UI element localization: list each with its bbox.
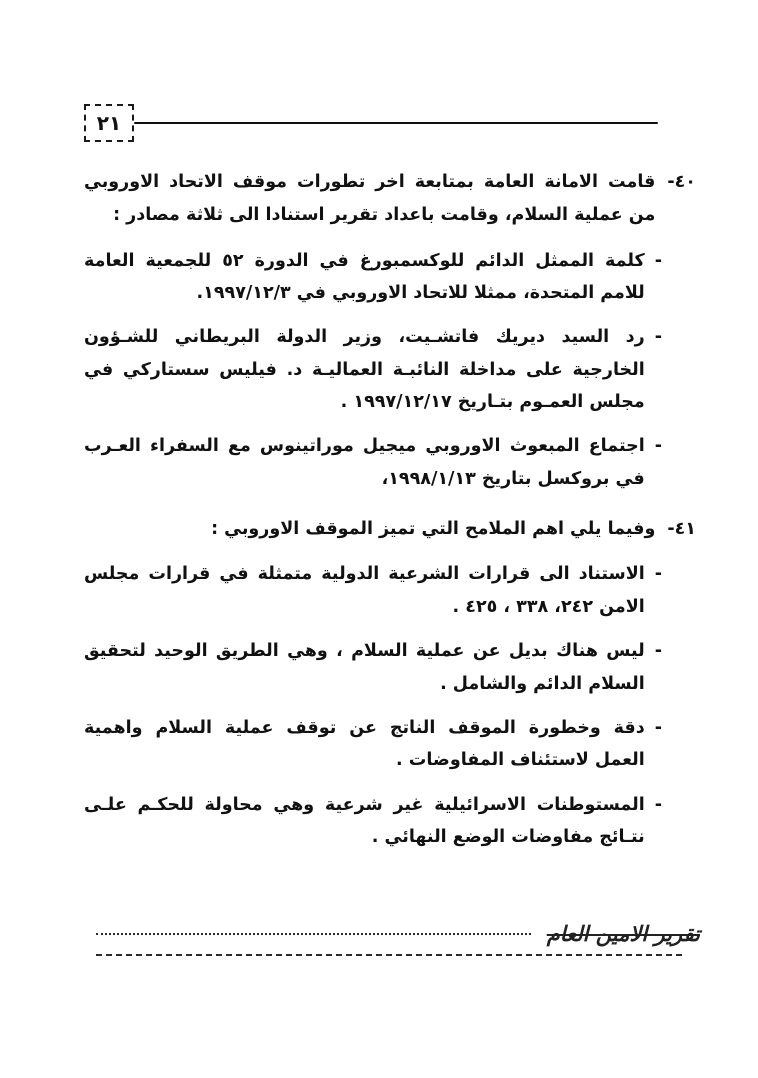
footer-row: [96, 922, 706, 946]
list-item: [84, 558, 662, 623]
page-header: [84, 104, 662, 142]
bullet-text: ليس هناك بديل عن عملية السلام ، وهي الطريق الوحيد لتحقيق السلام الدائم والشامل .: [84, 641, 645, 694]
list-item: [84, 789, 662, 854]
item-head: [84, 166, 696, 233]
bullet-marker: -: [654, 250, 662, 271]
list-item-41: [84, 513, 696, 853]
header-rule: [134, 122, 658, 124]
footer-dashed-rule: [96, 954, 682, 956]
item-head: [84, 513, 696, 546]
list-item: [84, 712, 662, 777]
bullet-text: الاستناد الى قرارات الشرعية الدولية متمثلة في قرارات مجلس الامن ٢٤٢، ٣٣٨ ، ٤٢٥ .: [84, 564, 645, 617]
bullet-marker: -: [654, 327, 662, 348]
bullet-marker: -: [654, 717, 662, 738]
bullet-text: المستوطنات الاسرائيلية غير شرعية وهي محاولة للحكـم علـى نتـائج مفاوضات الوضع النهائي .: [84, 794, 645, 847]
bullet-marker: -: [654, 436, 662, 457]
list-item: [84, 635, 662, 700]
document-body: [84, 166, 696, 871]
footer-title: تقرير الامين العام: [546, 922, 700, 946]
item-number: ٤١-: [667, 519, 696, 540]
bullet-text: رد السيد ديريك فاتشـيت، وزير الدولة البريطاني للشـؤون الخارجية على مداخلة النائبـة العماليـة د. فيليس سستاركي في مجلس العمـوم بتـاريخ ١٩٩٧/١٢/١٧ .: [84, 327, 645, 412]
item-text: وفيما يلي اهم الملامح التي تميز الموقف الاوروبي :: [211, 519, 656, 540]
page-footer: [96, 922, 706, 956]
bullet-marker: -: [654, 641, 662, 662]
page-number-box: [84, 104, 134, 142]
bullet-text: دقة وخطورة الموقف الناتج عن توقف عملية السلام واهمية العمل لاستئناف المفاوضات .: [84, 717, 645, 771]
item-number: ٤٠-: [667, 172, 696, 192]
bullet-text: كلمة الممثل الدائم للوكسمبورغ في الدورة ٥٢ للجمعية العامة للامم المتحدة، ممثلا للاتحاد الاوروبي في ١٩٩٧/١٢/٣.: [84, 250, 645, 303]
bullet-marker: -: [654, 794, 662, 815]
list-item: [84, 245, 662, 310]
item-text: قامت الامانة العامة بمتابعة اخر تطورات موقف الاتحاد الاوروبي من عملية السلام، وقامت باعداد تقرير استنادا الى ثلاثة مصادر :: [84, 172, 656, 226]
list-item: [84, 321, 662, 418]
item-bullets: [84, 558, 696, 853]
bullet-text: اجتماع المبعوث الاوروبي ميجيل موراتينوس مع السفراء العـرب في بروكسل بتاريخ ١٩٩٨/١/١٣،: [84, 436, 645, 489]
list-item: [84, 430, 662, 495]
bullet-marker: -: [654, 564, 662, 585]
footer-dotted-rule: [96, 933, 531, 935]
list-item-40: [84, 166, 696, 495]
page-number: ٢١: [96, 111, 122, 135]
item-bullets: [84, 245, 696, 496]
